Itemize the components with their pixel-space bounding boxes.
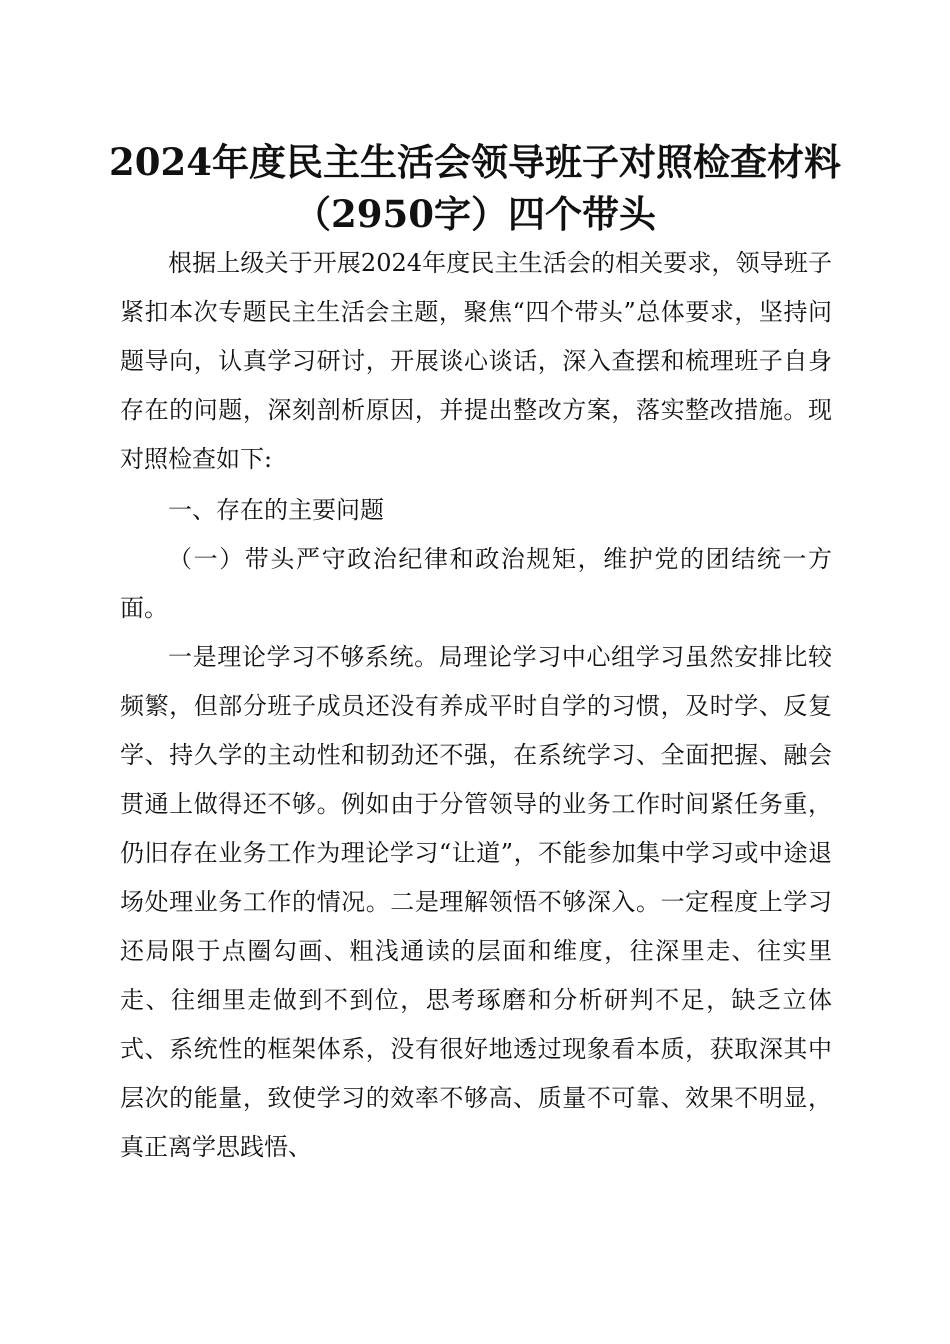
section-heading: 一、存在的主要问题 <box>168 496 384 524</box>
document-title-line-2: （2950字）四个带头 <box>294 192 656 236</box>
subsection-heading: （一）带头严守政治纪律和政治规矩，维护党的团结统一方面。 <box>120 545 832 622</box>
intro-paragraph: 根据上级关于开展2024年度民主生活会的相关要求，领导班子紧扣本次专题民主生活会主题，聚焦“四个带头”总体要求，坚持问题导向，认真学习研讨，开展谈心谈话，深入查摆和梳理班子自身存在的问题，深刻剖析原因，并提出整改方案，落实整改措施。现对照检查如下: <box>120 249 832 473</box>
body-paragraph: 一是理论学习不够系统。局理论学习中心组学习虽然安排比较频繁，但部分班子成员还没有养成平时自学的习惯，及时学、反复学、持久学的主动性和韧劲还不强，在系统学习、全面把握、融会贯通上做得还不够。例如由于分管领导的业务工作时间紧任务重，仍旧存在业务工作为理论学习“让道”，不能参加集中学习或中途退场处理业务工作的情况。二是理解领悟不够深入。一定程度上学习还局限于点圈勾画、粗浅通读的层面和维度，往深里走、往实里走、往细里走做到不到位，思考琢磨和分析研判不足，缺乏立体式、系统性的框架体系，没有很好地透过现象看本质，获取深其中层次的能量，致使学习的效率不够高、质量不可靠、效果不明显，真正离学思践悟、 <box>120 643 832 1161</box>
document-title-line-1: 2024年度民主生活会领导班子对照检查材料 <box>109 140 841 184</box>
